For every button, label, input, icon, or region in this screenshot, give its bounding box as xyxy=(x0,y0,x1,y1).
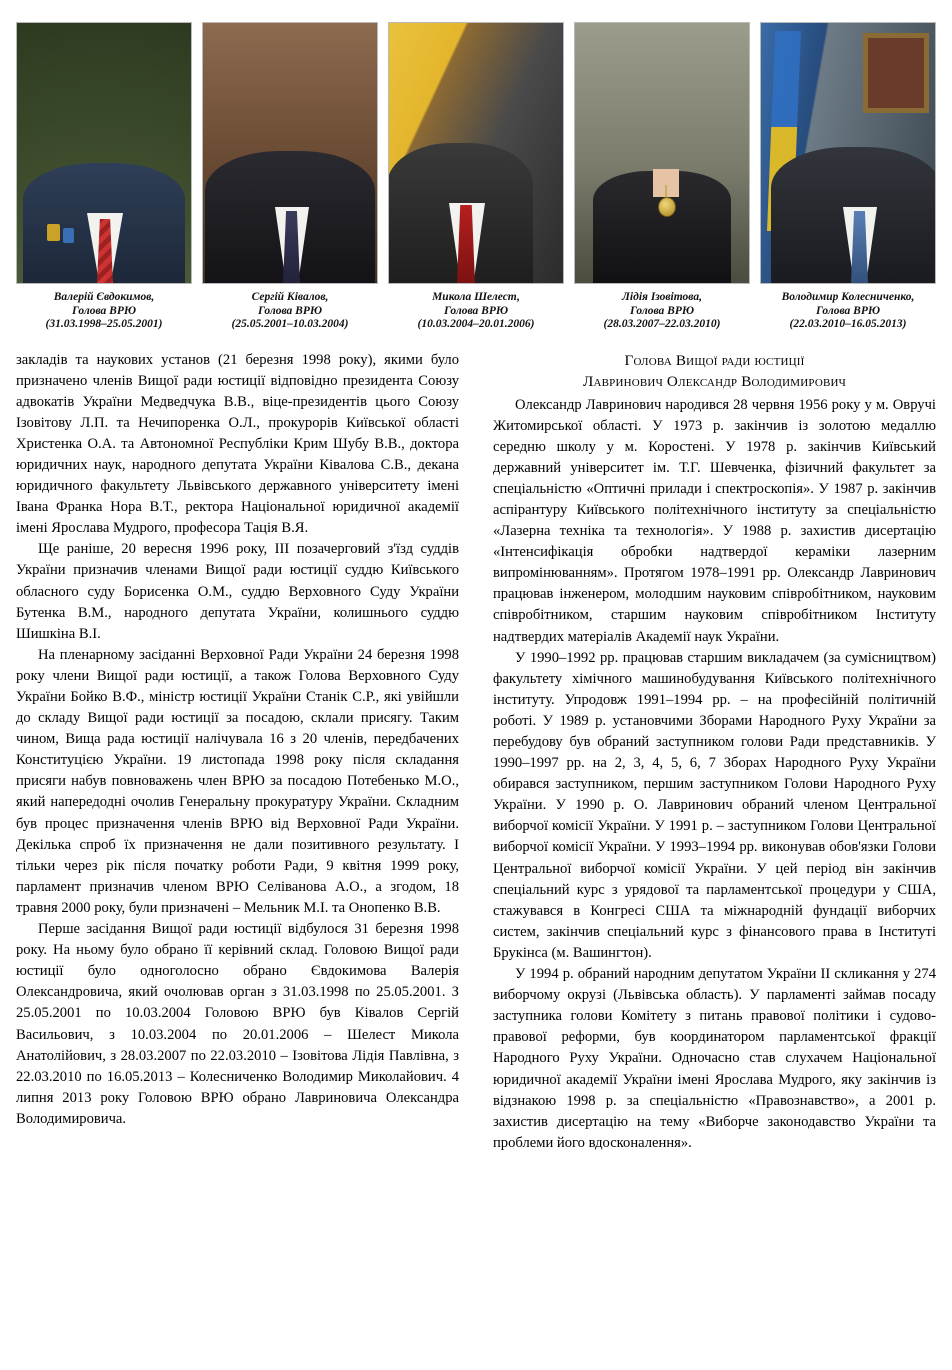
left-column xyxy=(16,350,459,1154)
portrait-name: Сергій Ківалов, xyxy=(251,291,329,303)
portrait-photo-kivalov xyxy=(202,22,378,284)
section-heading-line1: Голова Вищої ради юстиції xyxy=(624,351,805,369)
portrait-term: (10.03.2004–20.01.2006) xyxy=(417,318,535,330)
portrait-card xyxy=(16,22,192,332)
paragraph: У 1994 р. обраний народним депутатом України II скликання у 274 виборчому окрузі (Львівська область). У парламенті займав посаду заступника голови Комітету з питань правової політики і судово-правової реформи, був координатором парламентської фракції Народного Руху України. Одночасно став слухачем Національної юридичної академії України імені Ярослава Мудрого, яку закінчив із відзнакою 1998 р. за спеціальністю «Правознавство», а 2001 р. захистив дисертацію на тему «Виборче законодавство України та проблеми його вдосконалення». xyxy=(493,966,936,1151)
portrait-caption xyxy=(202,291,378,332)
portrait-term: (25.05.2001–10.03.2004) xyxy=(231,318,349,330)
portrait-term: (28.03.2007–22.03.2010) xyxy=(603,318,721,330)
portrait-role: Голова ВРЮ xyxy=(816,304,880,317)
pendant-icon xyxy=(658,197,676,217)
portrait-name: Лідія Ізовітова, xyxy=(622,291,702,303)
portrait-caption xyxy=(388,291,564,332)
portrait-caption xyxy=(16,291,192,332)
section-heading xyxy=(493,350,936,393)
portrait-caption xyxy=(574,291,750,332)
portrait-term: (31.03.1998–25.05.2001) xyxy=(45,318,163,330)
lapel-badge-icon xyxy=(63,228,74,243)
paragraph: На пленарному засіданні Верховної Ради України 24 березня 1998 року члени Вищої ради юстиції, а також Голова Верховного Суду України Бойко В.Ф., міністр юстиції України Станік С.Р., які увійшли до складу Вищої ради юстиції за посадою, склали присягу. Таким чином, Вища рада юстиції налічувала 16 з 20 членів, передбачених Конституцією України. 19 листопада 1998 року після складання присяги набув повноважень член ВРЮ за посадою Потебенько М.О., який напередодні очолив Генеральну прокуратуру України. Складним був процес призначення членів ВРЮ від Верховної Ради України. Декілька спроб їх призначення не дали позитивного результату. І тільки через рік після початку роботи Ради, 9 квітня 1999 року, парламент призначив членом ВРЮ Селіванова А.О., а згодом, 18 травня 2000 року, були призначені – Мельник М.І. та Онопенко В.В. xyxy=(16,646,459,916)
portrait-photo-kolesnychenko xyxy=(760,22,936,284)
portrait-caption xyxy=(760,291,936,332)
portrait-card xyxy=(388,22,564,332)
portrait-gallery xyxy=(16,22,936,332)
portrait-name: Микола Шелест, xyxy=(432,291,520,303)
paragraph: Ще раніше, 20 вересня 1996 року, III позачерговий з'їзд суддів України призначив членами Вищої ради юстиції суддю Київського обласного суду Борисенка О.М., суддю Верховного Суду України Бутенка В.М., народного депутата України, колишнього суддю Шишкіна В.І. xyxy=(16,541,459,642)
portrait-name: Валерій Євдокимов, xyxy=(53,291,155,303)
lapel-badge-icon xyxy=(47,224,60,241)
portrait-role: Голова ВРЮ xyxy=(72,304,136,317)
portrait-role: Голова ВРЮ xyxy=(444,304,508,317)
body-columns xyxy=(16,350,936,1154)
portrait-photo-yevdokymov xyxy=(16,22,192,284)
portrait-card xyxy=(202,22,378,332)
portrait-photo-izovitova xyxy=(574,22,750,284)
paragraph: У 1990–1992 рр. працював старшим викладачем (за сумісництвом) факультету хімічного машинобудування Київського політехнічного інституту. Упродовж 1991–1994 рр. – на професійній політичній роботі. У 1989 р. установчими Зборами Народного Руху України за перебудову був обраний заступником голови Ради представників. У 1990–1997 рр. на 2, 3, 4, 5, 6, 7 Зборах Народного Руху України обирався заступником, першим заступником Голови Народного Руху України. У 1990 р. О. Лавринович обраний членом Центральної виборчої комісії України. У 1991 р. – заступником Голови Центральної виборчої комісії України. У 1993–1994 рр. виконував обов'язки Голови Центральної виборчої комісії України. У цей період він закінчив спеціальний курс з урядової та парламентської процедури у США, стажувався в Конгресі США та міжнародній фундації виборчих систем, закінчив спеціальний курс з фінансового права в Інституті Брукінса (м. Вашингтон). xyxy=(493,649,936,961)
wall-picture-frame xyxy=(863,33,929,113)
paragraph: закладів та наукових установ (21 березня 1998 року), якими було призначено членів Вищої ради юстиції відповідно президента Союзу адвокатів України Медведчука В.В., віце-президентів цього Союзу Ізовітову Л.П. та Нечипоренка О.Л., прокурорів Київської області Христенка О.А. та Автономної Республіки Крим Шубу В.В., доктора юридичних наук, народного депутата України Ківалова С.В., декана юридичного факультету Львівського державного університету імені Івана Франка Нора В.Т., ректора Національної юридичної академії імені Ярослава Мудрого, професора Тація В.Я. xyxy=(16,351,459,537)
portrait-role: Голова ВРЮ xyxy=(630,304,694,317)
portrait-name: Володимир Колесниченко, xyxy=(781,291,915,303)
portrait-term: (22.03.2010–16.05.2013) xyxy=(789,318,907,330)
section-heading-line2: Лавринович Олександр Володимирович xyxy=(582,373,847,390)
paragraph: Перше засідання Вищої ради юстиції відбулося 31 березня 1998 року. На ньому було обрано її керівний склад. Головою Вищої ради юстиції було одноголосно обрано Євдокимова Валерія Олександровича, який очолював орган з 31.03.1998 по 25.05.2001. З 25.05.2001 по 10.03.2004 Головою ВРЮ був Ківалов Сергій Васильович, з 10.03.2004 по 20.01.2006 – Шелест Микола Анатолійович, з 28.03.2007 по 22.03.2010 – Ізовітова Лідія Павлівна, з 22.03.2010 по 16.05.2013 – Колесниченко Володимир Миколайович. 4 липня 2013 року Головою ВРЮ обрано Лавриновича Олександра Володимировича. xyxy=(16,921,459,1127)
right-column xyxy=(493,350,936,1154)
portrait-photo-shelest xyxy=(388,22,564,284)
portrait-card xyxy=(574,22,750,332)
paragraph: Олександр Лавринович народився 28 червня 1956 року у м. Овручі Житомирської області. У 1973 р. закінчив із золотою медаллю середню школу у м. Коростені. У 1978 р. закінчив Київський державний університет ім. Т.Г. Шевченка, фізичний факультет за спеціальністю «Оптичні прилади і спектроскопія». У 1987 р. закінчив аспірантуру Київського політехнічного інституту за спеціальністю «Лазерна техніка та технологія». У 1988 р. захистив дисертацію «Інтенсифікація обробки надтвердої кераміки лазерним випромінюванням». Протягом 1978–1991 рр. Олександр Лавринович працював інженером, молодшим науковим співробітником, науковим співробітником, старшим науковим співробітником Інституту надтвердих матеріалів Академії наук України. xyxy=(493,396,936,645)
portrait-role: Голова ВРЮ xyxy=(258,304,322,317)
portrait-card xyxy=(760,22,936,332)
